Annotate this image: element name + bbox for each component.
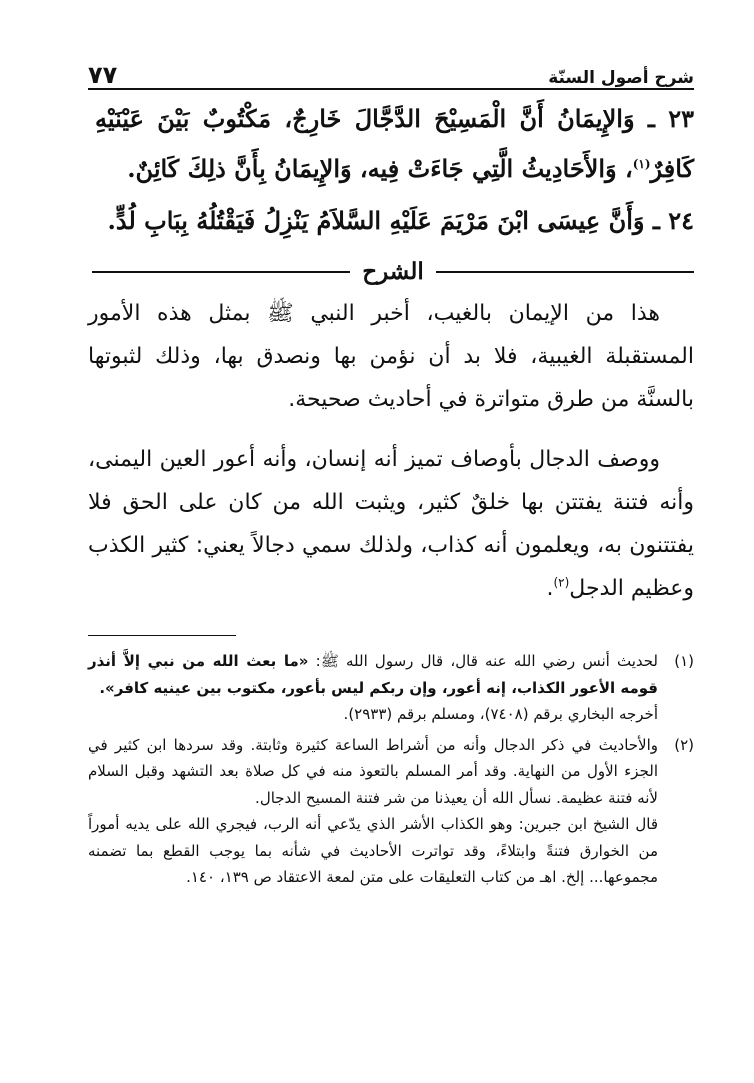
footnote-2 [88, 732, 694, 891]
commentary-para-1: هذا من الإيمان بالغيب، أخبر النبي ﷺ بمثل هذه الأمور المستقبلة الغيبية، فلا بد أن نؤمن بها ونصدق بها، وذلك لثبوتها بالسنَّة من طرق متواترة في أحاديث صحيحة. [88, 301, 694, 412]
page-number: ٧٧ [88, 61, 118, 89]
footnote-1 [88, 648, 694, 728]
divider-rule-left [92, 271, 350, 273]
commentary [88, 292, 694, 610]
matn-text [95, 94, 694, 246]
footnote-body: والأحاديث في ذكر الدجال وأنه من أشراط الساعة كثيرة وثابتة. وقد سردها ابن كثير في الجزء الأول من النهاية. وقد أمر المسلم بالتعوذ منه في كل صلاة بعد التشهد وقبل السلام لأنه فتنة عظيمة. نسأل الله أن يعيذنا من شر فتنة المسيح الدجال. قال الشيخ ابن جبرين: وهو الكذاب الأشر الذي يدّعي أنه الرب، فيجري الله على يديه أموراً من الخوارق فتنةً وابتلاءً، وقد تواترت الأحاديث في شأنه بما يوجب القطع بما تضمنه مجموعها... إلخ. اهـ من كتاب التعليقات على متن لمعة الاعتقاد ص ١٣٩، ١٤٠. [88, 732, 658, 891]
matn-item-23: ٢٣ ـ وَالإِيمَانُ أَنَّ الْمَسِيْحَ الدَّجَّالَ خَارِجٌ، مَكْتُوبٌ بَيْنَ عَيْنَيْهِ كَافِرٌ$^{(١)}$، وَالأَحَادِيثُ الَّتِي جَاءَتْ فِيه، وَالإِيمَانُ بِأَنَّ ذلِكَ كَائِنٌ. [95, 104, 694, 183]
divider-rule-right [436, 271, 694, 273]
matn-item-24: ٢٤ ـ وَأَنَّ عِيسَى ابْنَ مَرْيَمَ عَلَيْهِ السَّلاَمُ يَنْزِلُ فَيَقْتُلُهُ بِبَابِ لُدٍّ. [107, 206, 694, 235]
footnote-marker: (١) [674, 652, 694, 670]
header-rule [88, 88, 694, 90]
footnote-source: أخرجه البخاري برقم (٧٤٠٨)، ومسلم برقم (٢٩٣٣). [343, 705, 658, 723]
footnote-ref-1: (١) [632, 157, 651, 171]
footnote-separator [88, 635, 236, 636]
footnote-quote: قال الشيخ ابن جبرين: وهو الكذاب الأشر الذي يدّعي أنه الرب، فيجري الله على يديه أموراً من الخوارق فتنةً وابتلاءً، وقد تواترت الأحاديث في شأنه بما يوجب القطع بما تضمنه مجموعها... إلخ. اهـ من كتاب التعليقات على متن لمعة الاعتقاد ص ١٣٩، ١٤٠. [88, 815, 658, 886]
footnotes [88, 648, 694, 891]
footnote-marker: (٢) [674, 735, 694, 754]
footnote-body: لحديث أنس رضي الله عنه قال، قال رسول الله ﷺ: «ما بعث الله من نبي إلاَّ أنذر قومه الأعور الكذاب، إنه أعور، وإن ربكم ليس بأعور، مكتوب بين عينيه كافر». أخرجه البخاري برقم (٧٤٠٨)، ومسلم برقم (٢٩٣٣). [88, 648, 658, 728]
footnote-ref-2: (٢) [553, 575, 570, 590]
page-header [88, 54, 694, 88]
commentary-para-2: ووصف الدجال بأوصاف تميز أنه إنسان، وأنه أعور العين اليمنى، وأنه فتنة يفتتن بها خلقٌ كثير، ويثبت الله من كان على الحق فلا يفتتنون به، ويعلمون أنه كذاب، ولذلك سمي دجالاً يعني: كثير الكذب وعظيم الدجل$^{(٢)}$. [88, 447, 694, 601]
hadith-quote: «ما بعث الله من نبي إلاَّ أنذر قومه الأعور الكذاب، إنه أعور، وإن ربكم ليس بأعور، مكتوب بين عينيه كافر». [88, 652, 658, 697]
running-title: شرح أصول السنّة [548, 68, 694, 88]
sharh-heading: الشرح [362, 258, 424, 285]
sharh-divider [92, 252, 694, 292]
